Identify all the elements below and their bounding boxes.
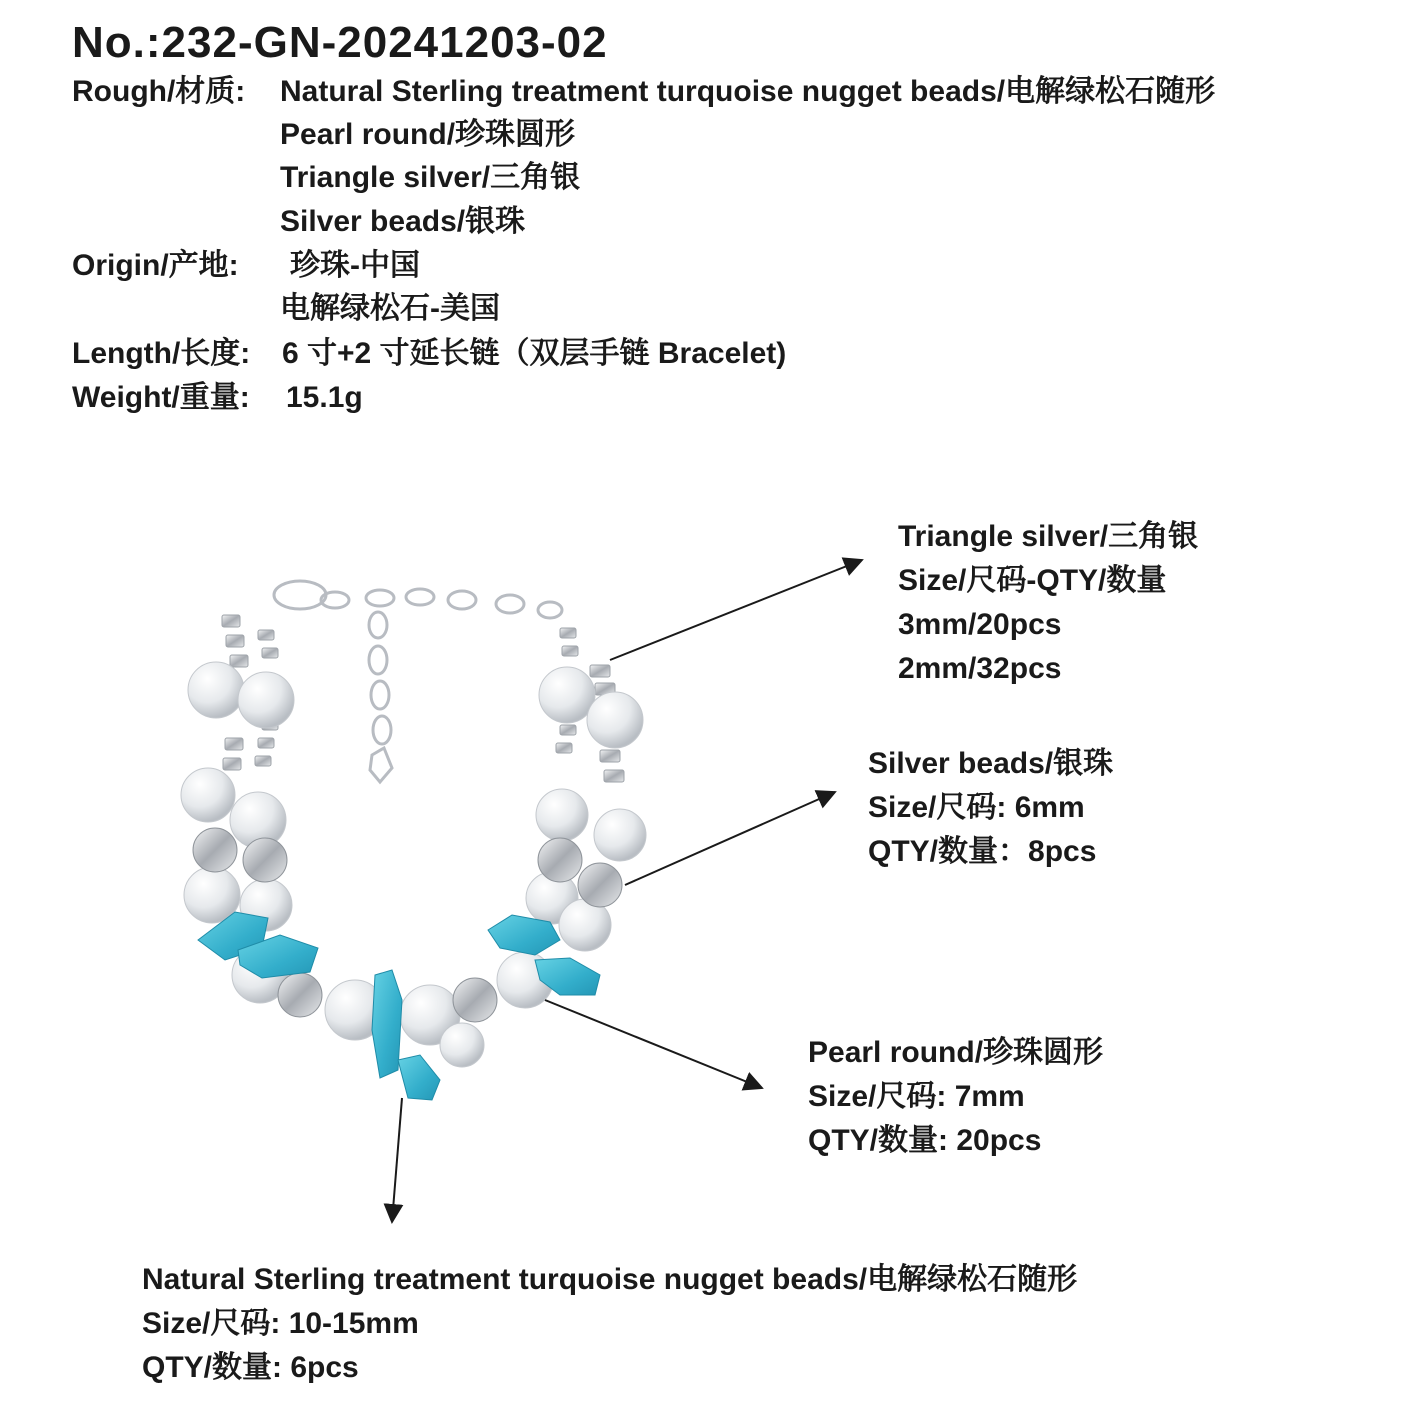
spec-weight-label: Weight/重量: xyxy=(72,381,250,414)
callout-turquoise xyxy=(142,1258,1077,1390)
callout-line: 2mm/32pcs xyxy=(898,652,1062,685)
callout-line: QTY/数量: 20pcs xyxy=(808,1124,1042,1157)
callout-arrows xyxy=(392,560,862,1222)
spec-rough-label: Rough/材质: xyxy=(72,75,246,108)
callout-title: Silver beads/银珠 xyxy=(868,747,1114,780)
callout-line: QTY/数量: 6pcs xyxy=(142,1351,359,1384)
product-number: No.:232-GN-20241203-02 xyxy=(72,18,608,67)
callout-line: Size/尺码: 6mm xyxy=(868,791,1085,824)
callout-line: 3mm/20pcs xyxy=(898,608,1062,641)
callout-title: Pearl round/珍珠圆形 xyxy=(808,1036,1104,1069)
spec-origin-item: 珍珠-中国 xyxy=(290,249,420,282)
callout-triangle-silver xyxy=(898,515,1198,691)
spec-rough-item: Natural Sterling treatment turquoise nugget beads/电解绿松石随形 xyxy=(280,75,1216,108)
callout-silver-beads xyxy=(868,742,1113,874)
callout-pearl-round xyxy=(808,1031,1103,1163)
callout-title: Triangle silver/三角银 xyxy=(898,520,1199,553)
spec-origin-label: Origin/产地: xyxy=(72,249,239,282)
callout-line: Size/尺码: 10-15mm xyxy=(142,1307,419,1340)
spec-origin-item: 电解绿松石-美国 xyxy=(280,292,500,325)
spec-weight-value: 15.1g xyxy=(286,381,363,414)
extender-chain xyxy=(274,581,562,782)
spec-length-value: 6 寸+2 寸延长链（双层手链 Bracelet) xyxy=(282,337,787,370)
turquoise-nugget-beads xyxy=(198,912,600,1100)
spec-rough-item: Triangle silver/三角银 xyxy=(280,161,581,194)
spec-rough-item: Silver beads/银珠 xyxy=(280,205,526,238)
spec-rough-item: Pearl round/珍珠圆形 xyxy=(280,118,576,151)
spec-length-label: Length/长度: xyxy=(72,337,251,370)
callout-line: QTY/数量：8pcs xyxy=(868,835,1097,868)
callout-title: Natural Sterling treatment turquoise nugget beads/电解绿松石随形 xyxy=(142,1263,1078,1296)
callout-line: Size/尺码-QTY/数量 xyxy=(898,564,1167,597)
callout-line: Size/尺码: 7mm xyxy=(808,1080,1025,1113)
